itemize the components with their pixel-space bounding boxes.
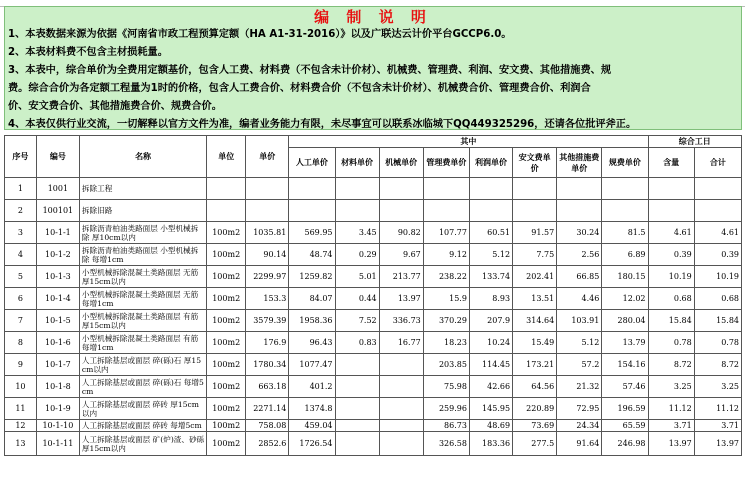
cell-name[interactable]: 人工拆除基层或面层 碎(砾)石 厚15cm以内: [79, 354, 206, 376]
cell-total[interactable]: [694, 178, 741, 200]
cell-code[interactable]: 10-1-10: [36, 420, 79, 432]
cell-labor[interactable]: [289, 200, 335, 222]
cell-other[interactable]: 66.85: [557, 266, 602, 288]
cell-unit[interactable]: 100m2: [207, 266, 246, 288]
cell-code[interactable]: 100101: [36, 200, 79, 222]
cell-code[interactable]: 10-1-5: [36, 310, 79, 332]
cell-total[interactable]: 0.68: [694, 288, 741, 310]
cell-management[interactable]: [423, 200, 469, 222]
header-machine: 机械单价: [379, 148, 423, 178]
cell-safety[interactable]: 13.51: [513, 288, 557, 310]
table-row[interactable]: [5, 332, 742, 354]
cell-other[interactable]: 103.91: [557, 310, 602, 332]
cell-unit[interactable]: 100m2: [207, 310, 246, 332]
header-other: 其他措施费单价: [557, 148, 602, 178]
cell-material[interactable]: [335, 432, 379, 456]
cell-fee[interactable]: 196.59: [602, 398, 648, 420]
cell-material[interactable]: 7.52: [335, 310, 379, 332]
cell-labor[interactable]: 401.2: [289, 376, 335, 398]
cell-amount[interactable]: 0.78: [648, 332, 694, 354]
cell-code[interactable]: 10-1-4: [36, 288, 79, 310]
cell-name[interactable]: 小型机械拆除混凝土类路面层 有筋 厚15cm以内: [79, 310, 206, 332]
cell-material[interactable]: [335, 420, 379, 432]
cell-profit[interactable]: 48.69: [469, 420, 512, 432]
cell-name[interactable]: 人工拆除基层或面层 碎砖 每增5cm: [79, 420, 206, 432]
cell-other[interactable]: 24.34: [557, 420, 602, 432]
table-body: [5, 178, 742, 456]
cell-profit[interactable]: 183.36: [469, 432, 512, 456]
header-fee: 规费单价: [602, 148, 648, 178]
cell-price[interactable]: 90.14: [246, 244, 289, 266]
cell-safety[interactable]: [513, 178, 557, 200]
cell-safety[interactable]: 314.64: [513, 310, 557, 332]
header-unit: 单位: [207, 136, 246, 178]
cell-safety[interactable]: 64.56: [513, 376, 557, 398]
cell-management[interactable]: 370.29: [423, 310, 469, 332]
cell-profit[interactable]: 207.9: [469, 310, 512, 332]
cell-fee[interactable]: 65.59: [602, 420, 648, 432]
cell-other[interactable]: [557, 200, 602, 222]
cell-fee[interactable]: 246.98: [602, 432, 648, 456]
cell-labor[interactable]: 569.95: [289, 222, 335, 244]
note-line-3: 3、本表中，综合单价为全费用定额基价，包含人工费、材料费（不包含未计价材）、机械费、管理费、利润、安文费、其他措施费、规: [8, 65, 612, 76]
cell-code[interactable]: 10-1-8: [36, 376, 79, 398]
cell-seq[interactable]: 3: [5, 222, 37, 244]
table-row[interactable]: [5, 178, 742, 200]
cell-labor[interactable]: 84.07: [289, 288, 335, 310]
cell-amount[interactable]: 8.72: [648, 354, 694, 376]
header-workday: 综合工日: [648, 136, 741, 148]
cell-profit[interactable]: 42.66: [469, 376, 512, 398]
cell-unit[interactable]: 100m2: [207, 332, 246, 354]
cell-profit[interactable]: 133.74: [469, 266, 512, 288]
cell-code[interactable]: 10-1-11: [36, 432, 79, 456]
cell-code[interactable]: 10-1-3: [36, 266, 79, 288]
cell-management[interactable]: 75.98: [423, 376, 469, 398]
cell-safety[interactable]: 277.5: [513, 432, 557, 456]
cell-other[interactable]: 91.64: [557, 432, 602, 456]
cell-fee[interactable]: 280.04: [602, 310, 648, 332]
table-row[interactable]: [5, 222, 742, 244]
cell-code[interactable]: 10-1-2: [36, 244, 79, 266]
cell-management[interactable]: 326.58: [423, 432, 469, 456]
cell-fee[interactable]: 180.15: [602, 266, 648, 288]
cell-management[interactable]: 238.22: [423, 266, 469, 288]
notes-title: 编 制 说 明: [314, 8, 432, 26]
cell-safety[interactable]: 91.57: [513, 222, 557, 244]
cell-seq[interactable]: 5: [5, 266, 37, 288]
cell-fee[interactable]: 81.5: [602, 222, 648, 244]
cell-machine[interactable]: 213.77: [379, 266, 423, 288]
cell-total[interactable]: 3.25: [694, 376, 741, 398]
cell-name[interactable]: 人工拆除基层或面层 碎砖 厚15cm以内: [79, 398, 206, 420]
cell-price[interactable]: 3579.39: [246, 310, 289, 332]
header-group: 其中: [289, 136, 648, 148]
cell-amount[interactable]: 15.84: [648, 310, 694, 332]
cell-fee[interactable]: [602, 178, 648, 200]
cell-code[interactable]: 10-1-9: [36, 398, 79, 420]
cell-labor[interactable]: 459.04: [289, 420, 335, 432]
cell-profit[interactable]: 60.51: [469, 222, 512, 244]
table-row[interactable]: [5, 310, 742, 332]
cell-code[interactable]: 10-1-7: [36, 354, 79, 376]
note-line-4: 费。综合合价为各定额工程量为1时的价格，包含人工费合价、材料费合价（不包含未计价材）、机械费合价、管理费合价、利润合: [8, 83, 591, 94]
header-material: 材料单价: [335, 148, 379, 178]
notes-panel: [4, 6, 742, 130]
cell-labor[interactable]: 1726.54: [289, 432, 335, 456]
cell-price[interactable]: 1035.81: [246, 222, 289, 244]
cell-total[interactable]: 15.84: [694, 310, 741, 332]
cell-seq[interactable]: 2: [5, 200, 37, 222]
cell-unit[interactable]: [207, 200, 246, 222]
cell-unit[interactable]: 100m2: [207, 420, 246, 432]
header-safety: 安文费单价: [513, 148, 557, 178]
cell-price[interactable]: 663.18: [246, 376, 289, 398]
cell-material[interactable]: 3.45: [335, 222, 379, 244]
cell-material[interactable]: 0.83: [335, 332, 379, 354]
cell-unit[interactable]: 100m2: [207, 398, 246, 420]
header-price: 单价: [246, 136, 289, 178]
cell-other[interactable]: 30.24: [557, 222, 602, 244]
cell-labor[interactable]: 1077.47: [289, 354, 335, 376]
cell-management[interactable]: 9.12: [423, 244, 469, 266]
cell-safety[interactable]: 7.75: [513, 244, 557, 266]
cell-machine[interactable]: [379, 398, 423, 420]
cell-amount[interactable]: 0.68: [648, 288, 694, 310]
cell-fee[interactable]: 6.89: [602, 244, 648, 266]
header-seq: 序号: [5, 136, 37, 178]
cell-machine[interactable]: 9.67: [379, 244, 423, 266]
cell-other[interactable]: [557, 178, 602, 200]
cell-management[interactable]: [423, 178, 469, 200]
cell-safety[interactable]: 220.89: [513, 398, 557, 420]
cell-material[interactable]: 0.44: [335, 288, 379, 310]
cell-material[interactable]: [335, 200, 379, 222]
cell-fee[interactable]: 57.46: [602, 376, 648, 398]
cell-machine[interactable]: 90.82: [379, 222, 423, 244]
cell-machine[interactable]: [379, 200, 423, 222]
cell-seq[interactable]: 4: [5, 244, 37, 266]
cell-total[interactable]: 3.71: [694, 420, 741, 432]
cell-total[interactable]: 10.19: [694, 266, 741, 288]
cell-management[interactable]: 86.73: [423, 420, 469, 432]
cell-unit[interactable]: 100m2: [207, 222, 246, 244]
cell-name[interactable]: 拆除沥青柏油类路面层 小型机械拆除 厚10cm以内: [79, 222, 206, 244]
note-line-2: 2、本表材料费不包含主材损耗量。: [8, 47, 168, 58]
cell-labor[interactable]: 1374.8: [289, 398, 335, 420]
note-line-5: 价、安文费合价、其他措施费合价、规费合价。: [8, 101, 222, 112]
cell-labor[interactable]: 96.43: [289, 332, 335, 354]
cell-unit[interactable]: 100m2: [207, 354, 246, 376]
header-total: 合计: [694, 148, 741, 178]
cell-machine[interactable]: 16.77: [379, 332, 423, 354]
cell-total[interactable]: 4.61: [694, 222, 741, 244]
table-row[interactable]: [5, 420, 742, 432]
cell-labor[interactable]: 48.74: [289, 244, 335, 266]
cell-profit[interactable]: 10.24: [469, 332, 512, 354]
cell-material[interactable]: 5.01: [335, 266, 379, 288]
cell-labor[interactable]: [289, 178, 335, 200]
header-labor: 人工单价: [289, 148, 335, 178]
cell-seq[interactable]: 7: [5, 310, 37, 332]
cell-total[interactable]: 13.97: [694, 432, 741, 456]
cell-price[interactable]: 2299.97: [246, 266, 289, 288]
cell-seq[interactable]: 1: [5, 178, 37, 200]
note-line-1: 1、本表数据来源为依据《河南省市政工程预算定额（HA A1-31-2016）》以及广联达云计价平台GCCP6.0。: [8, 29, 512, 40]
cell-material[interactable]: [335, 376, 379, 398]
cell-other[interactable]: 72.95: [557, 398, 602, 420]
cell-price[interactable]: [246, 178, 289, 200]
cell-profit[interactable]: 8.93: [469, 288, 512, 310]
header-management: 管理费单价: [423, 148, 469, 178]
note-line-6: 4、本表仅供行业交流，一切解释以官方文件为准，编者业务能力有限，未尽事宜可以联系冰临城下QQ449325296，还请各位批评斧正。: [8, 119, 637, 130]
cell-management[interactable]: 15.9: [423, 288, 469, 310]
cell-name[interactable]: 小型机械拆除混凝土类路面层 有筋 每增1cm: [79, 332, 206, 354]
cell-unit[interactable]: 100m2: [207, 288, 246, 310]
cell-material[interactable]: [335, 354, 379, 376]
cell-fee[interactable]: 12.02: [602, 288, 648, 310]
cell-price[interactable]: 1780.34: [246, 354, 289, 376]
cell-price[interactable]: 153.3: [246, 288, 289, 310]
header-name: 名称: [79, 136, 206, 178]
quota-table: [4, 135, 742, 456]
cell-management[interactable]: 259.96: [423, 398, 469, 420]
cell-other[interactable]: 57.2: [557, 354, 602, 376]
cell-amount[interactable]: 3.71: [648, 420, 694, 432]
cell-code[interactable]: 10-1-6: [36, 332, 79, 354]
cell-amount[interactable]: 13.97: [648, 432, 694, 456]
cell-total[interactable]: 0.39: [694, 244, 741, 266]
cell-amount[interactable]: 4.61: [648, 222, 694, 244]
cell-machine[interactable]: [379, 178, 423, 200]
cell-management[interactable]: 18.23: [423, 332, 469, 354]
cell-safety[interactable]: [513, 200, 557, 222]
cell-material[interactable]: 0.29: [335, 244, 379, 266]
cell-profit[interactable]: 114.45: [469, 354, 512, 376]
cell-name[interactable]: 小型机械拆除混凝土类路面层 无筋 厚15cm以内: [79, 266, 206, 288]
cell-seq[interactable]: 12: [5, 420, 37, 432]
table-row[interactable]: [5, 398, 742, 420]
cell-safety[interactable]: 73.69: [513, 420, 557, 432]
header-code: 编号: [36, 136, 79, 178]
cell-material[interactable]: [335, 398, 379, 420]
cell-fee[interactable]: 13.79: [602, 332, 648, 354]
cell-total[interactable]: 11.12: [694, 398, 741, 420]
cell-name[interactable]: 拆除旧路: [79, 200, 206, 222]
table-row[interactable]: [5, 376, 742, 398]
cell-unit[interactable]: 100m2: [207, 432, 246, 456]
table-row[interactable]: [5, 244, 742, 266]
cell-unit[interactable]: 100m2: [207, 376, 246, 398]
cell-unit[interactable]: 100m2: [207, 244, 246, 266]
cell-profit[interactable]: [469, 178, 512, 200]
cell-safety[interactable]: 173.21: [513, 354, 557, 376]
cell-unit[interactable]: [207, 178, 246, 200]
cell-price[interactable]: 176.9: [246, 332, 289, 354]
cell-machine[interactable]: 336.73: [379, 310, 423, 332]
cell-code[interactable]: 1001: [36, 178, 79, 200]
cell-name[interactable]: 人工拆除基层或面层 碎(砾)石 每增5cm: [79, 376, 206, 398]
table-row[interactable]: [5, 266, 742, 288]
cell-profit[interactable]: [469, 200, 512, 222]
header-amount: 含量: [648, 148, 694, 178]
cell-amount[interactable]: 10.19: [648, 266, 694, 288]
table-row[interactable]: [5, 288, 742, 310]
cell-amount[interactable]: [648, 200, 694, 222]
cell-machine[interactable]: [379, 354, 423, 376]
cell-amount[interactable]: 0.39: [648, 244, 694, 266]
cell-seq[interactable]: 8: [5, 332, 37, 354]
cell-code[interactable]: 10-1-1: [36, 222, 79, 244]
cell-name[interactable]: 拆除工程: [79, 178, 206, 200]
cell-price[interactable]: 2852.6: [246, 432, 289, 456]
cell-other[interactable]: 4.46: [557, 288, 602, 310]
cell-management[interactable]: 107.77: [423, 222, 469, 244]
table-row[interactable]: [5, 354, 742, 376]
cell-labor[interactable]: 1958.36: [289, 310, 335, 332]
cell-other[interactable]: 5.12: [557, 332, 602, 354]
cell-material[interactable]: [335, 178, 379, 200]
cell-amount[interactable]: [648, 178, 694, 200]
cell-price[interactable]: 2271.14: [246, 398, 289, 420]
cell-safety[interactable]: 202.41: [513, 266, 557, 288]
cell-seq[interactable]: 9: [5, 354, 37, 376]
table-row[interactable]: [5, 432, 742, 456]
cell-price[interactable]: 758.08: [246, 420, 289, 432]
cell-amount[interactable]: 11.12: [648, 398, 694, 420]
cell-machine[interactable]: [379, 432, 423, 456]
cell-machine[interactable]: [379, 376, 423, 398]
cell-safety[interactable]: 15.49: [513, 332, 557, 354]
header-profit: 利润单价: [469, 148, 512, 178]
cell-total[interactable]: 0.78: [694, 332, 741, 354]
cell-management[interactable]: 203.85: [423, 354, 469, 376]
cell-price[interactable]: [246, 200, 289, 222]
cell-name[interactable]: 小型机械拆除混凝土类路面层 无筋 每增1cm: [79, 288, 206, 310]
cell-name[interactable]: 拆除沥青柏油类路面层 小型机械拆除 每增1cm: [79, 244, 206, 266]
cell-other[interactable]: 21.32: [557, 376, 602, 398]
cell-total[interactable]: 8.72: [694, 354, 741, 376]
cell-machine[interactable]: 13.97: [379, 288, 423, 310]
cell-total[interactable]: [694, 200, 741, 222]
cell-fee[interactable]: 154.16: [602, 354, 648, 376]
cell-seq[interactable]: 6: [5, 288, 37, 310]
cell-other[interactable]: 2.56: [557, 244, 602, 266]
cell-amount[interactable]: 3.25: [648, 376, 694, 398]
cell-seq[interactable]: 10: [5, 376, 37, 398]
cell-fee[interactable]: [602, 200, 648, 222]
cell-profit[interactable]: 145.95: [469, 398, 512, 420]
cell-profit[interactable]: 5.12: [469, 244, 512, 266]
cell-name[interactable]: 人工拆除基层或面层 矿(炉)渣、砂砾厚15cm以内: [79, 432, 206, 456]
cell-labor[interactable]: 1259.82: [289, 266, 335, 288]
cell-machine[interactable]: [379, 420, 423, 432]
table-row[interactable]: [5, 200, 742, 222]
cell-seq[interactable]: 11: [5, 398, 37, 420]
cell-seq[interactable]: 13: [5, 432, 37, 456]
